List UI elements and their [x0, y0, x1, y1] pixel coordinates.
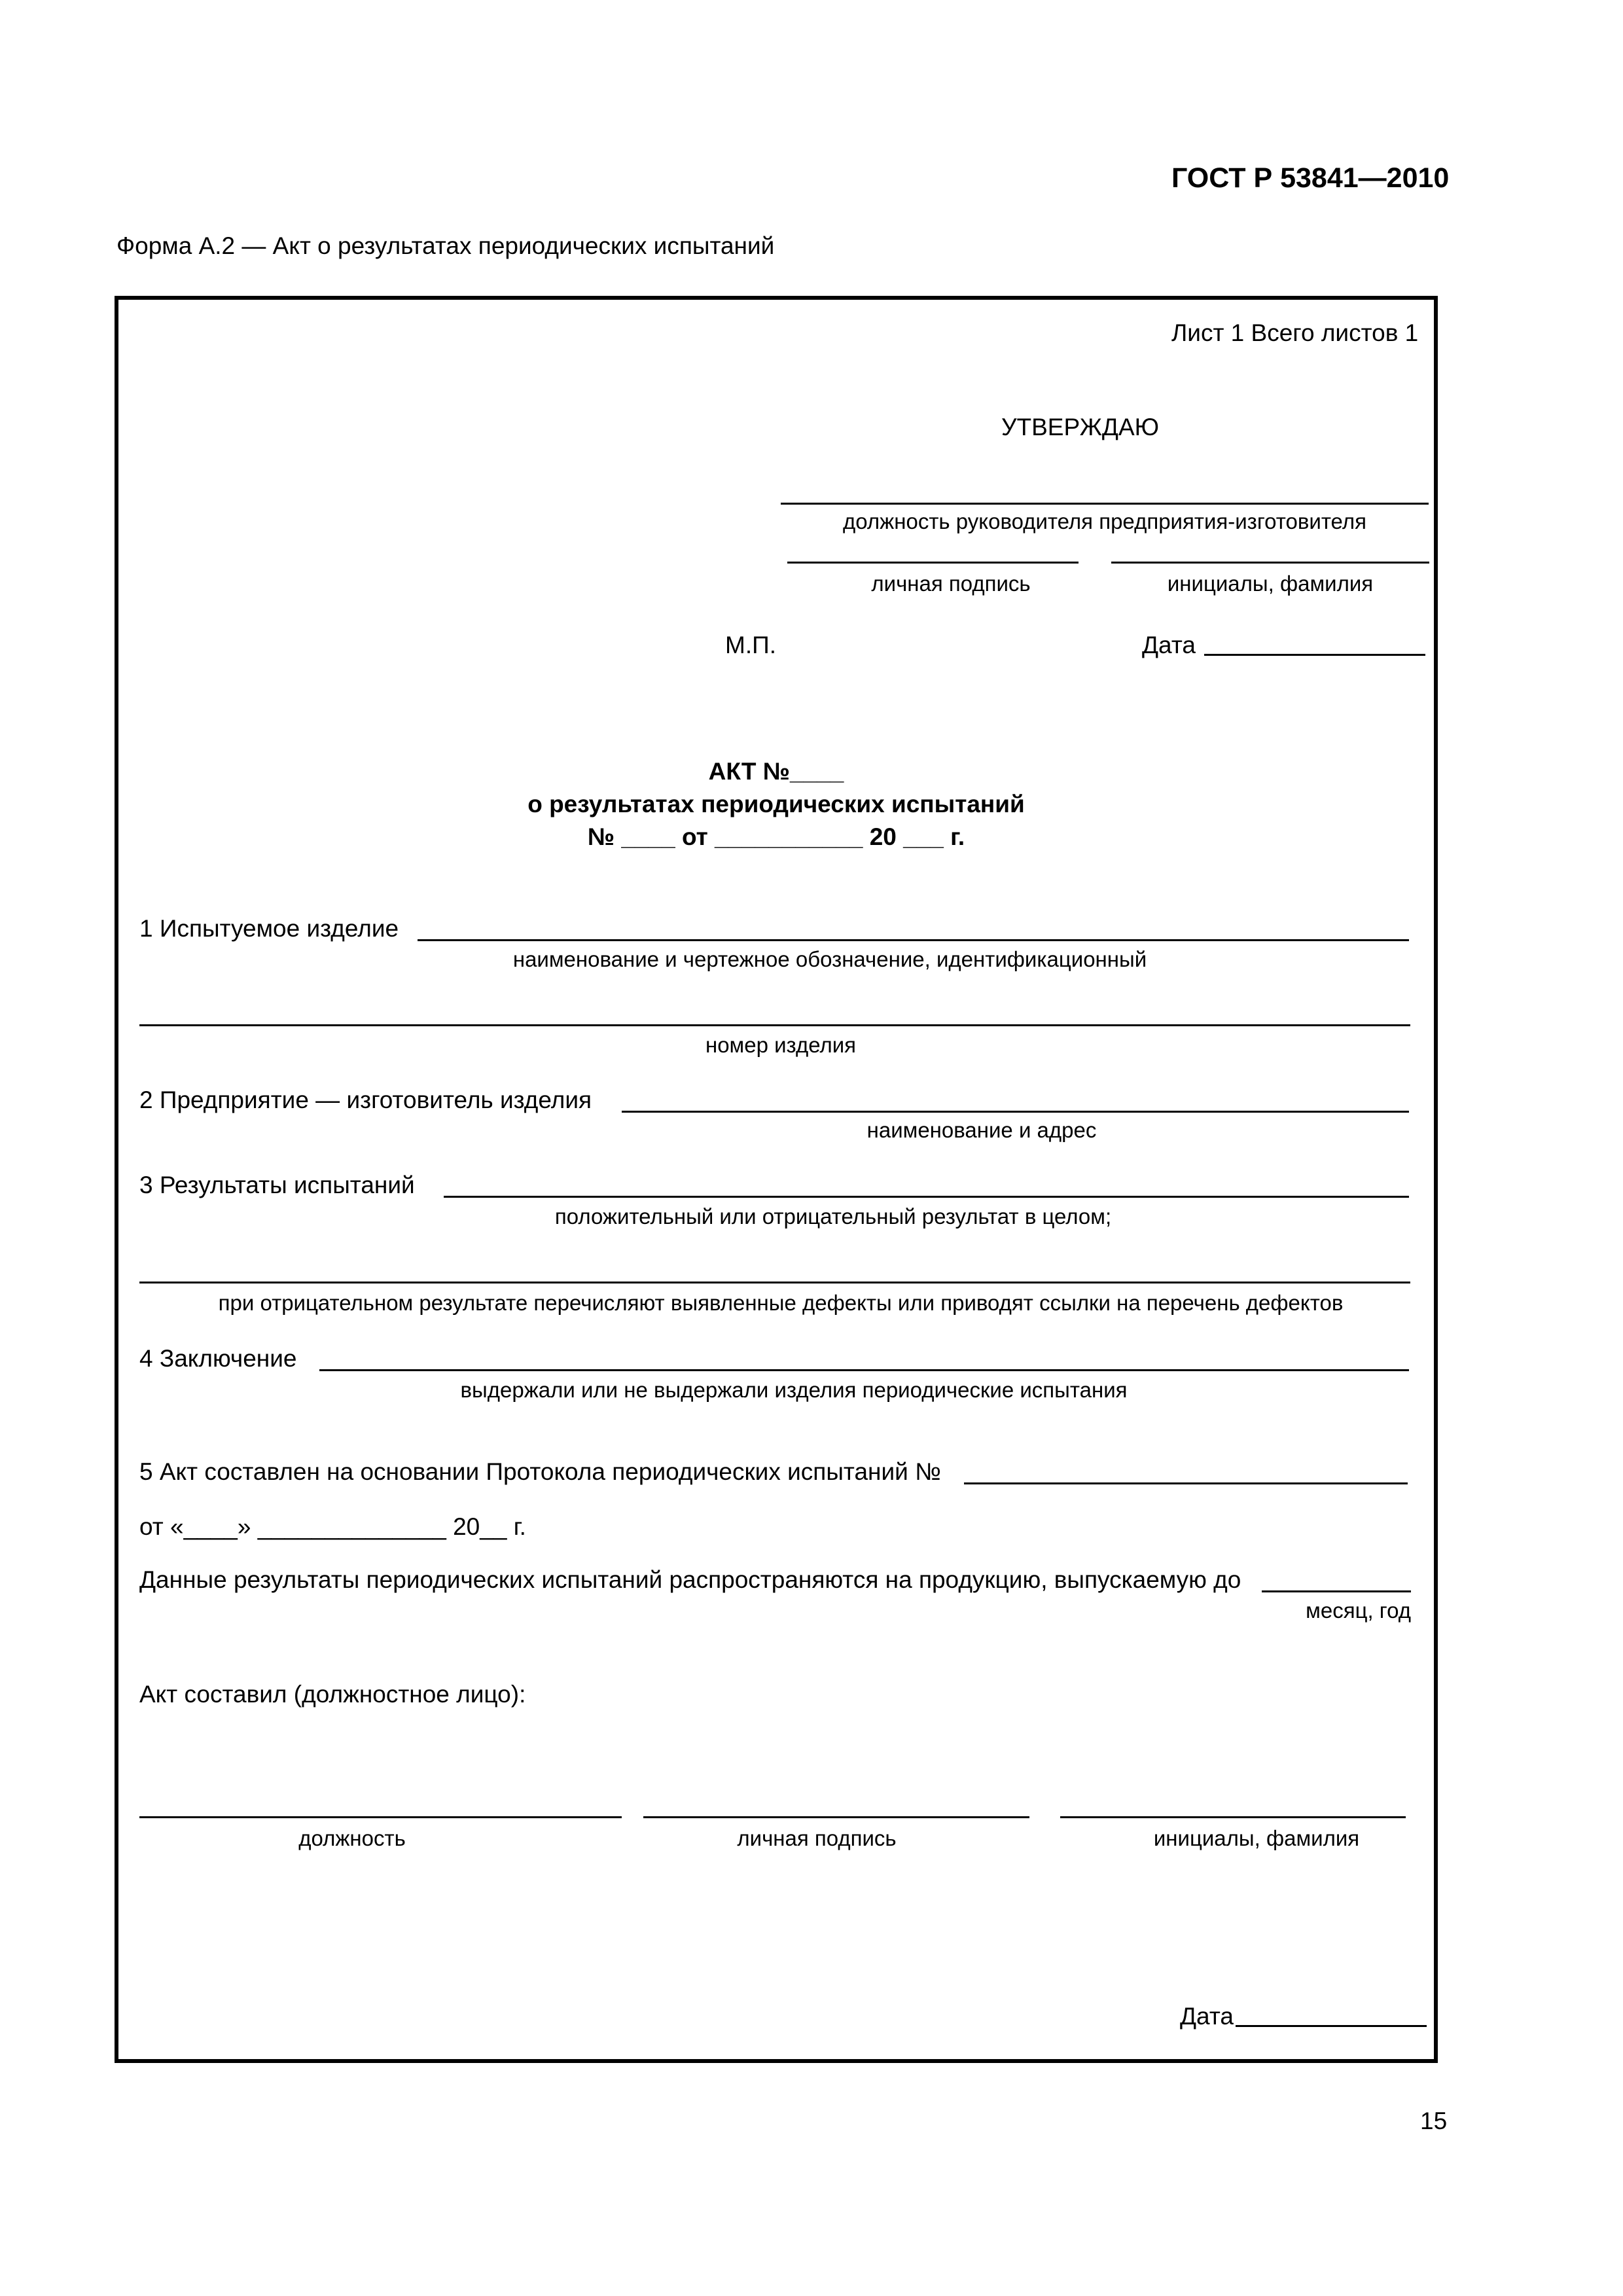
- approval-position-line[interactable]: [781, 503, 1429, 505]
- sheet-info: Лист 1 Всего листов 1: [1171, 319, 1419, 346]
- act-title-date: № ____ от ___________ 20 ___ г.: [587, 823, 965, 850]
- act-title-subject: о результатах периодических испытаний: [527, 791, 1025, 817]
- item3-caption-2: при отрицательном результате перечисляют выявленные дефекты или приводят ссылки на перечень дефектов: [218, 1291, 1344, 1315]
- compiler-signature-line[interactable]: [643, 1816, 1029, 1818]
- page-number: 15: [1420, 2108, 1448, 2134]
- item5-date: от «____» ______________ 20__ г.: [139, 1513, 526, 1540]
- compiler-date-label: Дата: [1180, 2003, 1234, 2030]
- item2-label: 2 Предприятие — изготовитель изделия: [139, 1086, 592, 1113]
- approval-initials-caption: инициалы, фамилия: [1167, 571, 1374, 596]
- compiler-label: Акт составил (должностное лицо):: [139, 1681, 526, 1708]
- extension-text: Данные результаты периодических испытаний распространяются на продукцию, выпускаемую до: [139, 1566, 1241, 1593]
- standard-code: ГОСТ Р 53841—2010: [1171, 162, 1450, 194]
- compiler-initials-line[interactable]: [1060, 1816, 1406, 1818]
- item4-line[interactable]: [319, 1369, 1409, 1371]
- item4-label: 4 Заключение: [139, 1345, 297, 1372]
- compiler-position-line[interactable]: [139, 1816, 622, 1818]
- item3-line-2[interactable]: [139, 1282, 1410, 1283]
- item1-caption: наименование и чертежное обозначение, идентификационный: [512, 947, 1147, 971]
- compiler-signature-caption: личная подпись: [737, 1826, 897, 1850]
- extension-caption: месяц, год: [1306, 1598, 1411, 1623]
- form-caption: Форма А.2 — Акт о результатах периодических испытаний: [116, 232, 775, 259]
- item4-caption: выдержали или не выдержали изделия периодические испытания: [460, 1378, 1128, 1402]
- item3-caption: положительный или отрицательный результат в целом;: [554, 1204, 1112, 1229]
- approval-title: УТВЕРЖДАЮ: [1001, 414, 1160, 440]
- approval-date-label: Дата: [1142, 632, 1196, 658]
- stamp-label: М.П.: [725, 632, 776, 658]
- item3-label: 3 Результаты испытаний: [139, 1172, 415, 1198]
- item1-line-2[interactable]: [139, 1024, 1410, 1026]
- compiler-position-caption: должность: [298, 1826, 406, 1850]
- item5-protocol-line[interactable]: [964, 1482, 1408, 1484]
- compiler-date-line[interactable]: [1236, 2025, 1427, 2027]
- item1-caption-2: номер изделия: [705, 1033, 857, 1057]
- approval-position-caption: должность руководителя предприятия-изготовителя: [843, 509, 1366, 533]
- item2-caption: наименование и адрес: [866, 1118, 1097, 1142]
- approval-initials-line[interactable]: [1111, 562, 1429, 564]
- item5-label: 5 Акт составлен на основании Протокола периодических испытаний №: [139, 1458, 941, 1485]
- item2-line[interactable]: [622, 1111, 1409, 1113]
- item3-line[interactable]: [444, 1196, 1409, 1198]
- approval-signature-caption: личная подпись: [871, 571, 1031, 596]
- extension-line[interactable]: [1262, 1590, 1411, 1592]
- compiler-initials-caption: инициалы, фамилия: [1153, 1826, 1360, 1850]
- item1-line[interactable]: [418, 939, 1409, 941]
- act-title-number: АКТ №____: [708, 758, 844, 785]
- approval-date-line[interactable]: [1204, 654, 1425, 656]
- item1-label: 1 Испытуемое изделие: [139, 915, 399, 942]
- approval-signature-line[interactable]: [787, 562, 1079, 564]
